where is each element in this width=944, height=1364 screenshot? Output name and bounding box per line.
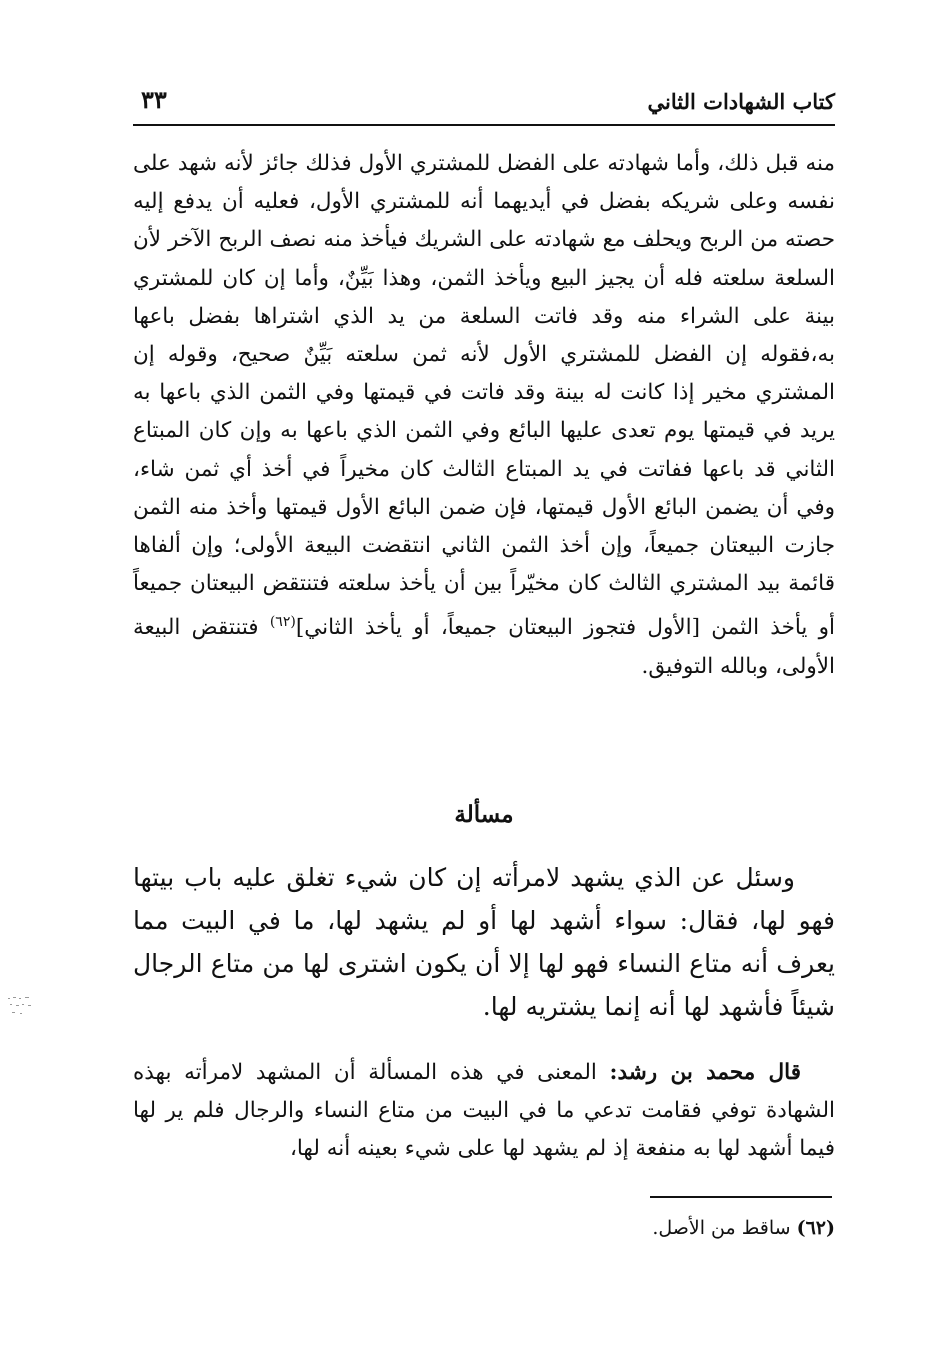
paragraph-1-text: منه قبل ذلك، وأما شهادته على الفضل للمشتري الأول فذلك جائز لأنه شهد على نفسه وعلى شريكه بفضل في أيديهما أنه للمشتري الأول، فعليه أن يدفع إليه حصته من الربح ويحلف مع شهادته على الشريك فيأخذ منه نصف الربح الآخر لأن السلعة سلعته فله أن يجيز البيع ويأخذ الثمن، وهذا بَيِّنٌ، وأما إن كان للمشتري بينة على الشراء منه وقد فاتت السلعة من يد الذي اشتراها بفضل باعها به،فقوله إن الفضل للمشتري الأول لأنه ثمن سلعته بَيِّنٌ صحيح، وقوله إن المشتري مخير إذا كانت له بينة وقد فاتت في قيمتها وفي الثمن الذي باعها به يريد في قيمتها يوم تعدى عليها البائع وفي الثمن الذي باعها به وإن كان المبتاع الثاني قد باعها ففاتت في يد المبتاع الثالث كان مخيراً في أخذ أي ثمن شاء، وفي أن يضمن البائع الأول قيمتها، فإن ضمن البائع الأول قيمتها وأخذ منه الثمن جازت البيعتان جميعاً، وإن أخذ الثمن الثاني انتقضت البيعة الأولى؛ وإن ألفاها قائمة بيد المشتري الثالث كان مخيّراً بين أن يأخذ سلعته فتنتقض البيعتان جميعاً أو يأخذ الثمن [الأول فتجوز البيعتان جميعاً، أو يأخذ الثاني] [133, 151, 836, 641]
footnote-divider [650, 1196, 832, 1198]
paragraph-1 [133, 145, 835, 686]
running-title: كتاب الشهادات الثاني [647, 89, 835, 114]
footnote-text: ساقط من الأصل. [652, 1217, 797, 1239]
commentary-speaker: قال محمد بن رشد: [609, 1060, 801, 1085]
commentary-paragraph [133, 1054, 835, 1168]
footnote [133, 1214, 835, 1242]
footnote-reference: (٦٢) [269, 614, 296, 631]
paragraph-1-end: فتنتقض البيعة الأولى، وبالله التوفيق. [133, 615, 835, 679]
footnote-number: (٦٢) [796, 1217, 835, 1239]
commentary-text: المعنى في هذه المسألة أن المشهد لامرأته بهذه الشهادة توفي فقامت تدعي ما في البيت من متاع النساء والرجال فلم ير لها فيما أشهد لها به منفعة إذ لم يشهد لها على شيء بعينه أنه لها، [133, 1060, 835, 1161]
section-heading: مسألة [454, 801, 514, 828]
question-paragraph: وسئل عن الذي يشهد لامرأته إن كان شيء تغلق عليه باب بيتها فهو لها، فقال: سواء أشهد لها أو لم يشهد لها، ما في البيت مما يعرف أنه متاع النساء فهو لها إلا أن يكون اشترى لها من متاع الرجال شيئاً فأشهد لها أنه إنما يشتريه لها. [133, 863, 835, 1021]
scan-specks [6, 995, 36, 1017]
running-header [133, 86, 835, 126]
page-number: ٣٣ [141, 85, 167, 114]
